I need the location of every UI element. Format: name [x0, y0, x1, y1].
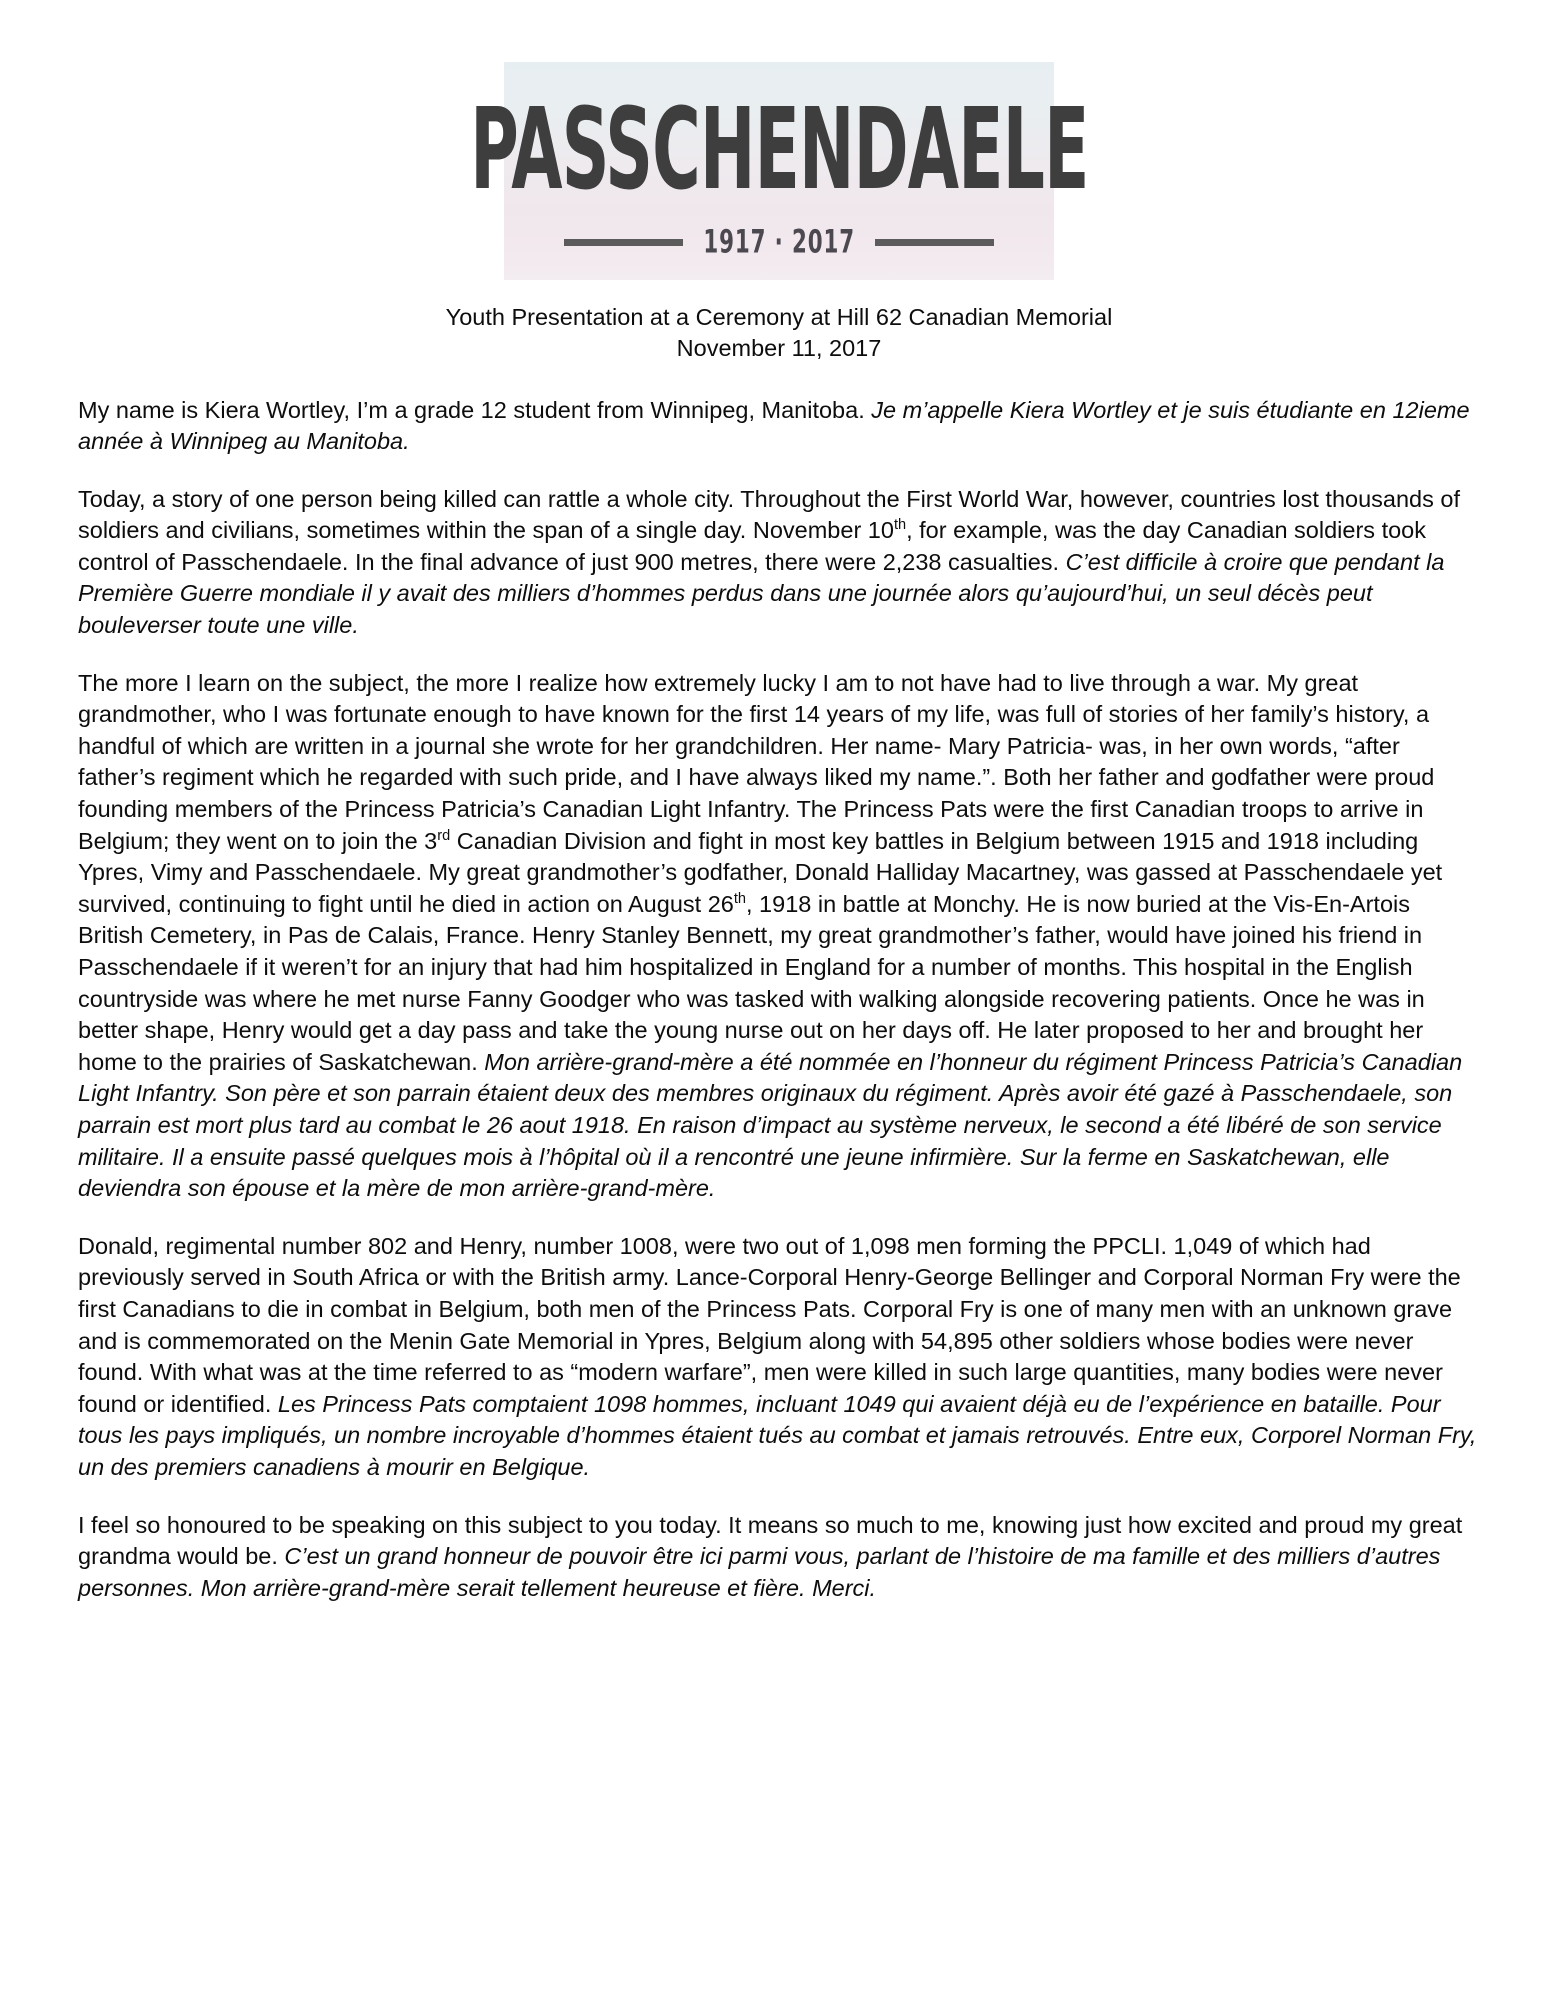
p5-french: C’est un grand honneur de pouvoir être ici parmi vous, parlant de l’histoire de ma famille et des milliers d’autres personnes. Mon arrière-grand-mère serait tellement heureuse et fière. Merci.	[78, 1543, 1441, 1601]
paragraph-5	[78, 1510, 1480, 1605]
document-body	[78, 395, 1480, 1605]
p2-ordinal-suffix: th	[893, 517, 907, 534]
p3-english-b: Canadian Division and fight in most key battles in Belgium between 1915 and 1918 including Ypres, Vimy and Passchendaele. My great grandmother’s godfather, Donald Halliday Macartney, was gassed at Passchendaele yet survived, continuing to fight until he died in action on August 26	[78, 827, 1443, 917]
paragraph-3	[78, 668, 1480, 1205]
heading-line-1: Youth Presentation at a Ceremony at Hill 62 Canadian Memorial	[445, 304, 1113, 330]
heading-line-2: November 11, 2017	[676, 335, 882, 362]
p4-english: Donald, regimental number 802 and Henry, number 1008, were two out of 1,098 men forming the PPCLI. 1,049 of which had previously served in South Africa or with the British army. Lance-Corporal Henry-George Bellinger and Corporal Norman Fry were the first Canadians to die in combat in Belgium, both men of the Princess Pats. Corporal Fry is one of many men with an unknown grave and is commemorated on the Menin Gate Memorial in Ypres, Belgium along with 54,895 other soldiers whose bodies were never found. With what was at the time referred to as “modern warfare”, men were killed in such large quantities, many bodies were never found or identified.	[78, 1232, 1461, 1417]
p1-french: Je m’appelle Kiera Wortley et je suis étudiante en 12ieme année à Winnipeg au Manitoba.	[78, 396, 1470, 455]
p1-english: My name is Kiera Wortley, I’m a grade 12 student from Winnipeg, Manitoba.	[78, 396, 872, 423]
p3-english-c: , 1918 in battle at Monchy. He is now buried at the Vis-En-Artois British Cemetery, in Pas de Calais, France. Henry Stanley Bennett, my great grandmother’s father, would have joined his friend in Passchendaele if it weren’t for an injury that had him hospitalized in England for a number of months. This hospital in the English countryside was where he met nurse Fanny Goodger who was tasked with walking alongside recovering patients. Once he was in better shape, Henry would get a day pass and take the young nurse out on her days off. He later proposed to her and brought her home to the prairies of Saskatchewan.	[78, 890, 1425, 1075]
logo-title-text: PASSCHENDAELE	[469, 84, 1089, 215]
p4-french: Les Princess Pats comptaient 1098 hommes, incluant 1049 qui avaient déjà eu de l’expérience en bataille. Pour tous les pays impliqués, un nombre incroyable d’hommes étaient tués au combat et jamais retrouvés. Entre eux, Corporel Norman Fry, un des premiers canadiens à mourir en Belgique.	[78, 1390, 1477, 1480]
p5-english: I feel so honoured to be speaking on this subject to you today. It means so much to me, knowing just how excited and proud my great grandma would be.	[78, 1511, 1463, 1570]
logo-years-text: 1917 · 2017	[703, 224, 855, 261]
logo-panel	[469, 62, 1089, 280]
logo-rule-right	[875, 239, 994, 246]
p3-ordinal-suffix-1: rd	[437, 827, 451, 844]
paragraph-1	[78, 395, 1480, 458]
logo-years-row	[564, 224, 994, 261]
p3-english-a: The more I learn on the subject, the more I realize how extremely lucky I am to not have had to live through a war. My great grandmother, who I was fortunate enough to have known for the first 14 years of my life, was full of stories of her family’s history, a handful of which are written in a journal she wrote for her grandchildren. Her name- Mary Patricia- was, in her own words, “after father’s regiment which he regarded with such pride, and I have always liked my name.”. Both her father and godfather were proud founding members of the Princess Patricia’s Canadian Light Infantry. The Princess Pats were the first Canadian troops to arrive in Belgium; they went on to join the 3	[78, 669, 1435, 854]
p3-french: Mon arrière-grand-mère a été nommée en l’honneur du régiment Princess Patricia’s Canadian Light Infantry. Son père et son parrain étaient deux des membres originaux du régiment. Après avoir été gazé à Passchendaele, son parrain est mort plus tard au combat le 26 aout 1918. En raison d’impact au système nerveux, le second a été libéré de son service militaire. Il a ensuite passé quelques mois à l’hôpital où il a rencontré une jeune infirmière. Sur la ferme en Saskatchewan, elle deviendra son épouse et la mère de mon arrière-grand-mère.	[78, 1048, 1463, 1202]
p2-english-a: Today, a story of one person being killed can rattle a whole city. Throughout the First World War, however, countries lost thousands of soldiers and civilians, sometimes within the span of a single day. November 10	[78, 485, 1461, 544]
passchendaele-logo-banner	[78, 0, 1480, 280]
logo-rule-left	[564, 239, 683, 246]
p3-ordinal-suffix-2: th	[733, 890, 746, 907]
paragraph-2	[78, 484, 1480, 642]
p2-english-b: , for example, was the day Canadian soldiers took control of Passchendaele. In the final advance of just 900 metres, there were 2,238 casualties.	[78, 517, 1426, 575]
document-heading	[78, 302, 1480, 365]
paragraph-4	[78, 1231, 1480, 1484]
p2-french: C’est difficile à croire que pendant la Première Guerre mondiale il y avait des milliers d’hommes perdus dans une journée alors qu’aujourd’hui, un seul décès peut bouleverser toute une ville.	[78, 548, 1445, 639]
